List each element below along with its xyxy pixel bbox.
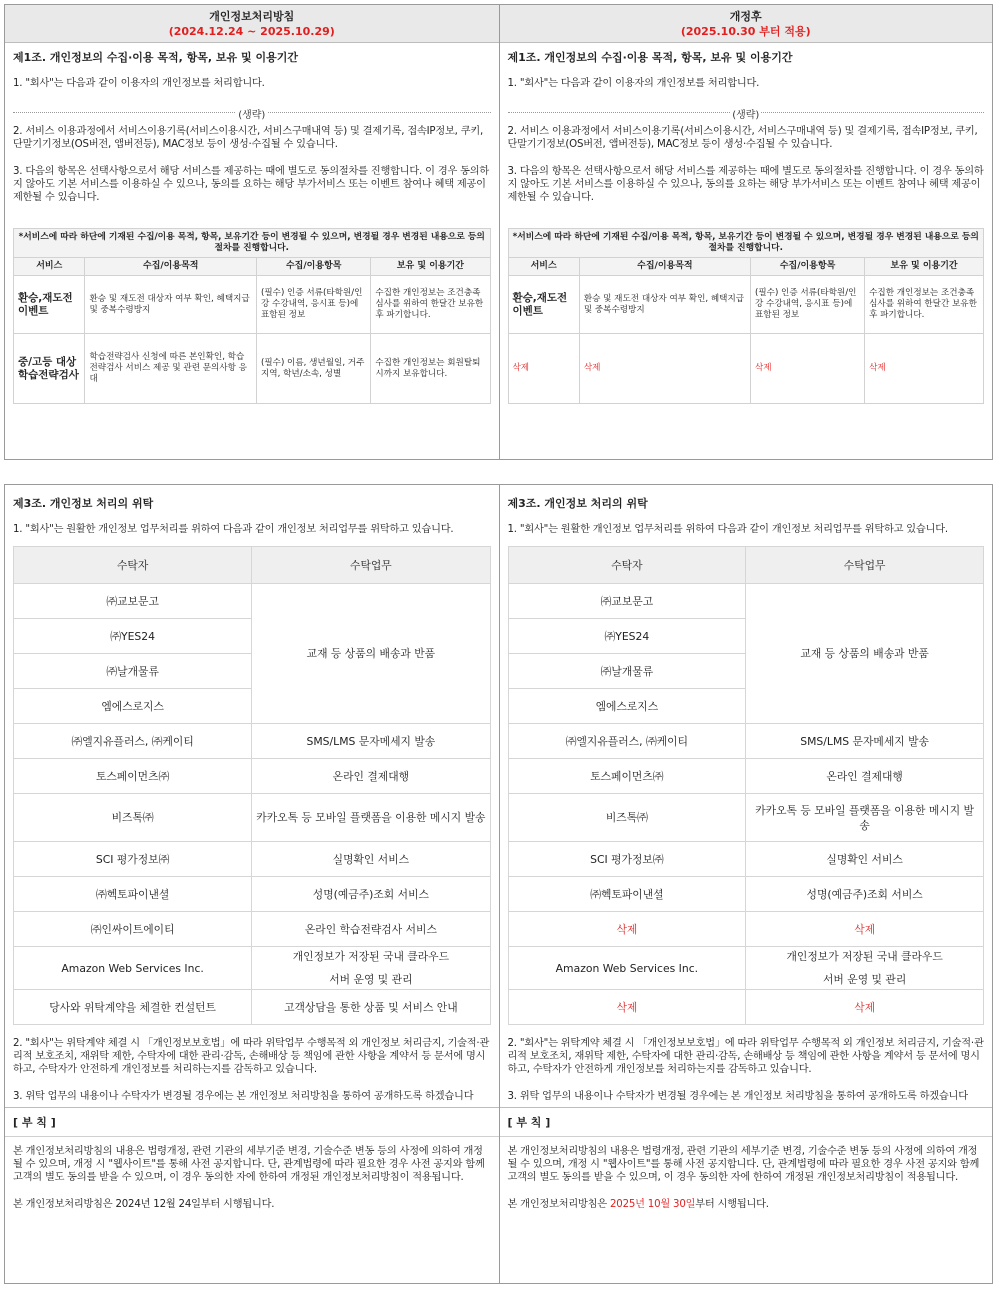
addendum-title: [ 부 칙 ] [5, 1107, 499, 1137]
table-row-deleted: 삭제 삭제 [508, 912, 984, 947]
article3-para3: 3. 위탁 업무의 내용이나 수탁자가 변경될 경우에는 본 개인정보 처리방침을 통하여 공개하도록 하겠습니다 [13, 1091, 474, 1102]
article1-para1: 1. "회사"는 다음과 같이 이용자의 개인정보를 처리합니다. [507, 78, 760, 89]
table-row: ㈜교보문고 교재 등 상품의 배송과 반품 [14, 584, 491, 619]
addendum-effective-date: 본 개인정보처리방침은 2025년 10월 30일부터 시행됩니다. [507, 1199, 769, 1210]
col-trustee: 수탁자 [508, 547, 746, 584]
entrustment-table [508, 546, 985, 1025]
table-note: *서비스에 따라 하단에 기재된 수집/이용 목적, 항목, 보유기간 등이 변경될 수 있으며, 변경될 경우 변경된 내용으로 등의 절차를 진행합니다. [508, 229, 984, 258]
table-row: 토스페이먼츠㈜ 온라인 결제대행 [508, 759, 984, 794]
table-row: ㈜헥토파이낸셜 성명(예금주)조회 서비스 [14, 877, 491, 912]
after-column [499, 485, 993, 1283]
article1-comparison-panel [4, 4, 993, 460]
article3-title: 제3조. 개인정보 처리의 위탁 [507, 497, 648, 510]
article1-title: 제1조. 개인정보의 수집·이용 목적, 항목, 보유 및 이용기간 [13, 51, 298, 64]
omitted-marker: (생략) [13, 104, 491, 113]
col-purpose: 수집/이용목적 [85, 258, 257, 276]
addendum-effective-date: 본 개인정보처리방침은 2024년 12월 24일부터 시행됩니다. [13, 1199, 275, 1210]
table-row: ㈜교보문고 교재 등 상품의 배송과 반품 [508, 584, 984, 619]
table-row: ㈜헥토파이낸셜 성명(예금주)조회 서비스 [508, 877, 984, 912]
col-service: 서비스 [14, 258, 85, 276]
article3-para1: 1. "회사"는 원활한 개인정보 업무처리를 위하여 다음과 같이 개인정보 처리업무를 위탁하고 있습니다. [507, 524, 948, 535]
omitted-marker: (생략) [508, 104, 985, 113]
article1-para2: 2. 서비스 이용과정에서 서비스이용기록(서비스이용시간, 서비스구매내역 등) 및 결제기록, 접속IP정보, 쿠키, 단말기기정보(OS버전, 앱버전등), MAC정보 등이 생성·수집될 수 있습니다. [507, 126, 978, 150]
after-header [500, 5, 993, 43]
table-row: SCI 평가정보㈜ 실명확인 서비스 [14, 842, 491, 877]
new-effective-date: 2025년 10월 30일 [610, 1199, 696, 1210]
table-row: ㈜엘지유플러스, ㈜케이티 SMS/LMS 문자메세지 발송 [14, 724, 491, 759]
table-note: *서비스에 따라 하단에 기재된 수집/이용 목적, 항목, 보유기간 등이 변경될 수 있으며, 변경될 경우 변경된 내용으로 등의 절차를 진행합니다. [14, 229, 491, 258]
article3-title: 제3조. 개인정보 처리의 위탁 [13, 497, 154, 510]
table-row: Amazon Web Services Inc. 개인정보가 저장된 국내 클라우드 서버 운영 및 관리 [508, 947, 984, 990]
table-row: ㈜날개물류 [14, 654, 491, 689]
col-period: 보유 및 이용기간 [865, 258, 984, 276]
table-row: ㈜YES24 [14, 619, 491, 654]
addendum-para1: 본 개인정보처리방침의 내용은 법령개정, 관련 기관의 세부기준 변경, 기술수준 변동 등의 사정에 의하여 개정될 수 있으며, 개정 시 "웹사이트"를 통해 사전 공지합니다. 단, 관계법령에 따라 필요한 경우 사전 공지와 함께 고객의 별도 동의를 받을 수 있으며, 이 경우 동의한 자에 한하여 개정된 개인정보처리방침이 적용됩니다. [13, 1146, 485, 1183]
after-header-title: 개정후 [729, 10, 762, 23]
article3-comparison-panel [4, 484, 993, 1284]
article3-para2: 2. "회사"는 위탁계약 체결 시 「개인정보보호법」에 따라 위탁업무 수행목적 외 개인정보 처리금지, 기술적·관리적 보호조치, 재위탁 제한, 수탁자에 대한 관리·감독, 손해배상 등 책임에 관한 사항을 계약서 등 문서에 명시하고, 수탁자가 안전하게 개인정보를 처리하는지를 감독하고 있습니다. [13, 1038, 490, 1075]
table-row: ㈜날개물류 [508, 654, 984, 689]
table-row: ㈜인싸이트에이티 온라인 학습전략검사 서비스 [14, 912, 491, 947]
table-row: 당사와 위탁계약을 체결한 컨설턴트 고객상담을 통한 상품 및 서비스 안내 [14, 990, 491, 1025]
before-header-title: 개인정보처리방침 [209, 10, 295, 23]
table-row: 비즈톡㈜ 카카오톡 등 모바일 플랫폼을 이용한 메시지 발송 [508, 794, 984, 842]
table-row: ㈜엘지유플러스, ㈜케이티 SMS/LMS 문자메세지 발송 [508, 724, 984, 759]
table-row: 환승,재도전이벤트 환승 및 재도전 대상자 여부 확인, 혜택지급 및 중복수령방지 (필수) 인증 서류(타학원/인강 수강내역, 응시표 등)에 표함된 정보 수집한 개인정보는 조건충족 심사를 위하여 한달간 보유한 후 파기합니다. [14, 276, 491, 334]
article1-title: 제1조. 개인정보의 수집·이용 목적, 항목, 보유 및 이용기간 [507, 51, 793, 64]
article1-para2: 2. 서비스 이용과정에서 서비스이용기록(서비스이용시간, 서비스구매내역 등) 및 결제기록, 접속IP정보, 쿠키, 단말기기정보(OS버전, 앱버전등), MAC정보 등이 생성·수집될 수 있습니다. [13, 126, 484, 150]
col-trustee: 수탁자 [14, 547, 252, 584]
table-row: 토스페이먼츠㈜ 온라인 결제대행 [14, 759, 491, 794]
table-row: Amazon Web Services Inc. 개인정보가 저장된 국내 클라우드 서버 운영 및 관리 [14, 947, 491, 990]
table-row: SCI 평가정보㈜ 실명확인 서비스 [508, 842, 984, 877]
article1-para3: 3. 다음의 항목은 선택사항으로서 해당 서비스를 제공하는 때에 별도로 동의절차를 진행합니다. 이 경우 동의하지 않아도 기본 서비스를 이용하실 수 있으나, 동의를 요하는 해당 부가서비스 또는 이벤트 참여나 혜택 제공이 제한될 수 있습니다. [507, 166, 984, 203]
table-row-deleted: 삭제 삭제 삭제 삭제 [508, 334, 984, 404]
article3-para2: 2. "회사"는 위탁계약 체결 시 「개인정보보호법」에 따라 위탁업무 수행목적 외 개인정보 처리금지, 기술적·관리적 보호조치, 재위탁 제한, 수탁자에 대한 관리·감독, 손해배상 등 책임에 관한 사항을 계약서 등 문서에 명시하고, 수탁자가 안전하게 개인정보를 처리하는지를 감독하고 있습니다. [507, 1038, 984, 1075]
col-items: 수집/이용항목 [257, 258, 371, 276]
table-row: 비즈톡㈜ 카카오톡 등 모바일 플랫폼을 이용한 메시지 발송 [14, 794, 491, 842]
after-header-date: (2025.10.30 부터 적용) [680, 25, 811, 38]
table-row: 엠에스로지스 [14, 689, 491, 724]
addendum-para1: 본 개인정보처리방침의 내용은 법령개정, 관련 기관의 세부기준 변경, 기술수준 변동 등의 사정에 의하여 개정될 수 있으며, 개정 시 "웹사이트"를 통해 사전 공지합니다. 단, 관계법령에 따라 필요한 경우 사전 공지와 함께 고객의 별도 동의를 받을 수 있으며, 이 경우 동의한 자에 한하여 개정된 개인정보처리방침이 적용됩니다. [507, 1146, 980, 1183]
entrustment-table [13, 546, 491, 1025]
addendum-title: [ 부 칙 ] [500, 1107, 993, 1137]
before-header-date: (2024.12.24 ~ 2025.10.29) [168, 25, 335, 38]
table-row: 중/고등 대상 학습전략검사 학습전략검사 신청에 따른 본인확인, 학습전략검사 서비스 제공 및 관련 문의사항 응대 (필수) 이름, 생년월일, 거주지역, 학년/소속, 성별 수집한 개인정보는 회원탈퇴 시까지 보유합니다. [14, 334, 491, 404]
col-service: 서비스 [508, 258, 579, 276]
col-period: 보유 및 이용기간 [371, 258, 490, 276]
table-row: 엠에스로지스 [508, 689, 984, 724]
col-items: 수집/이용항목 [750, 258, 864, 276]
before-column [5, 5, 499, 459]
table-row: ㈜YES24 [508, 619, 984, 654]
before-header [5, 5, 499, 43]
article3-para3: 3. 위탁 업무의 내용이나 수탁자가 변경될 경우에는 본 개인정보 처리방침을 통하여 공개하도록 하겠습니다 [507, 1091, 968, 1102]
col-work: 수탁업무 [746, 547, 984, 584]
article1-para3: 3. 다음의 항목은 선택사항으로서 해당 서비스를 제공하는 때에 별도로 동의절차를 진행합니다. 이 경우 동의하지 않아도 기본 서비스를 이용하실 수 있으나, 동의를 요하는 해당 부가서비스 또는 이벤트 참여나 혜택 제공이 제한될 수 있습니다. [13, 166, 490, 203]
optional-items-table [13, 228, 491, 404]
before-column [5, 485, 499, 1283]
article1-para1: 1. "회사"는 다음과 같이 이용자의 개인정보를 처리합니다. [13, 78, 265, 89]
article3-para1: 1. "회사"는 원활한 개인정보 업무처리를 위하여 다음과 같이 개인정보 처리업무를 위탁하고 있습니다. [13, 524, 454, 535]
optional-items-table [508, 228, 985, 404]
table-row: 환승,재도전이벤트 환승 및 재도전 대상자 여부 확인, 혜택지급 및 중복수령방지 (필수) 인증 서류(타학원/인강 수강내역, 응시표 등)에 표함된 정보 수집한 개인정보는 조건충족 심사를 위하여 한달간 보유한 후 파기합니다. [508, 276, 984, 334]
table-row-deleted: 삭제 삭제 [508, 990, 984, 1025]
after-column [499, 5, 993, 459]
col-purpose: 수집/이용목적 [579, 258, 750, 276]
col-work: 수탁업무 [252, 547, 490, 584]
